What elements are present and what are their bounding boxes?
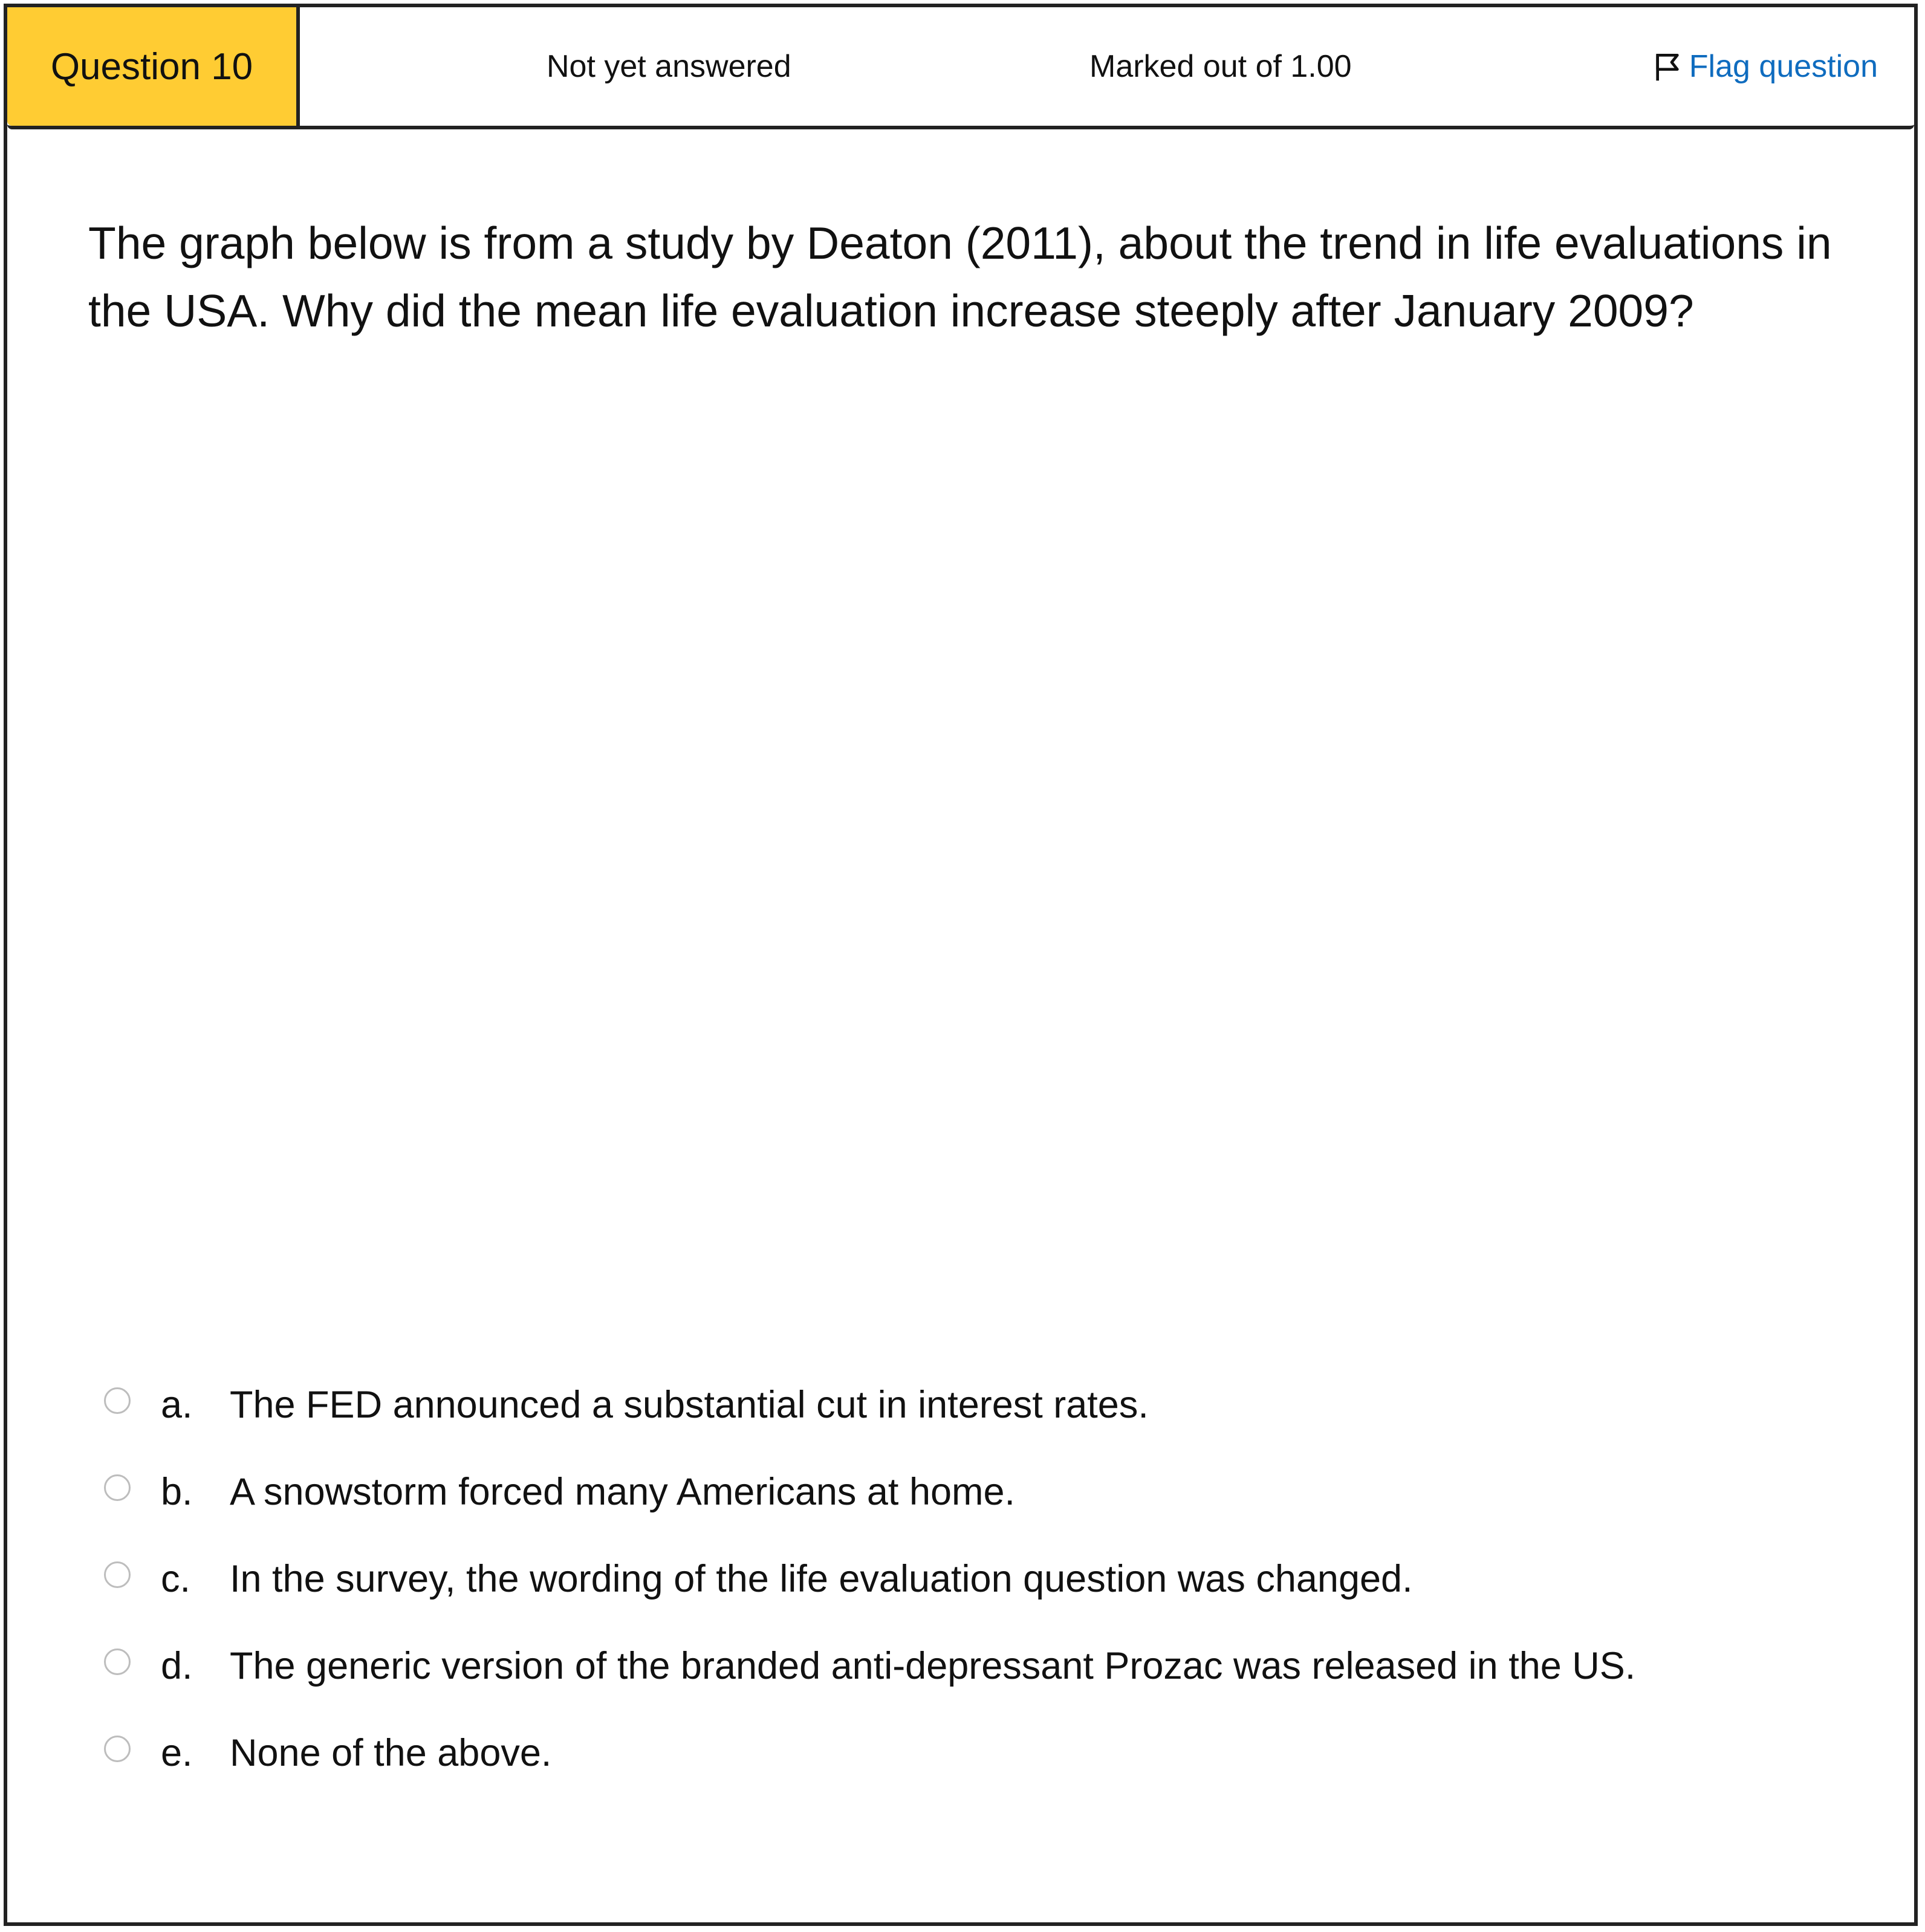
flag-icon	[1651, 50, 1684, 83]
option-letter: d.	[161, 1645, 193, 1687]
answer-option-a[interactable]	[104, 1361, 1857, 1448]
answer-option-d[interactable]	[104, 1622, 1857, 1710]
radio-unchecked-icon[interactable]	[104, 1736, 131, 1762]
option-text: In the survey, the wording of the life evaluation question was changed.	[230, 1558, 1413, 1600]
radio-unchecked-icon[interactable]	[104, 1387, 131, 1414]
option-letter: e.	[161, 1732, 193, 1774]
option-text: The generic version of the branded anti-depressant Prozac was released in the US.	[230, 1645, 1636, 1687]
answer-option-c[interactable]	[104, 1535, 1857, 1622]
question-marks: Marked out of 1.00	[1089, 49, 1352, 84]
question-number: Question 10	[7, 7, 300, 126]
answer-status: Not yet answered	[547, 49, 791, 84]
option-text: A snowstorm forced many Americans at home.	[230, 1471, 1016, 1513]
graph-placeholder	[88, 370, 1842, 1301]
radio-unchecked-icon[interactable]	[104, 1648, 131, 1675]
flag-question-label: Flag question	[1689, 49, 1878, 84]
answer-option-b[interactable]	[104, 1448, 1857, 1535]
question-header	[7, 7, 1914, 129]
option-letter: b.	[161, 1471, 193, 1513]
question-card	[4, 4, 1918, 1926]
question-text: The graph below is from a study by Deaton (2011), about the trend in life evaluations in the USA. Why did the mean life evaluation increase steeply after January 2009?	[88, 218, 1832, 336]
option-text: The FED announced a substantial cut in interest rates.	[230, 1384, 1149, 1426]
answer-options	[104, 1361, 1857, 1797]
flag-question-link[interactable]	[1651, 7, 1878, 126]
radio-unchecked-icon[interactable]	[104, 1561, 131, 1588]
option-letter: a.	[161, 1384, 193, 1426]
answer-option-e[interactable]	[104, 1710, 1857, 1797]
radio-unchecked-icon[interactable]	[104, 1474, 131, 1501]
option-letter: c.	[161, 1558, 191, 1600]
option-text: None of the above.	[230, 1732, 552, 1774]
